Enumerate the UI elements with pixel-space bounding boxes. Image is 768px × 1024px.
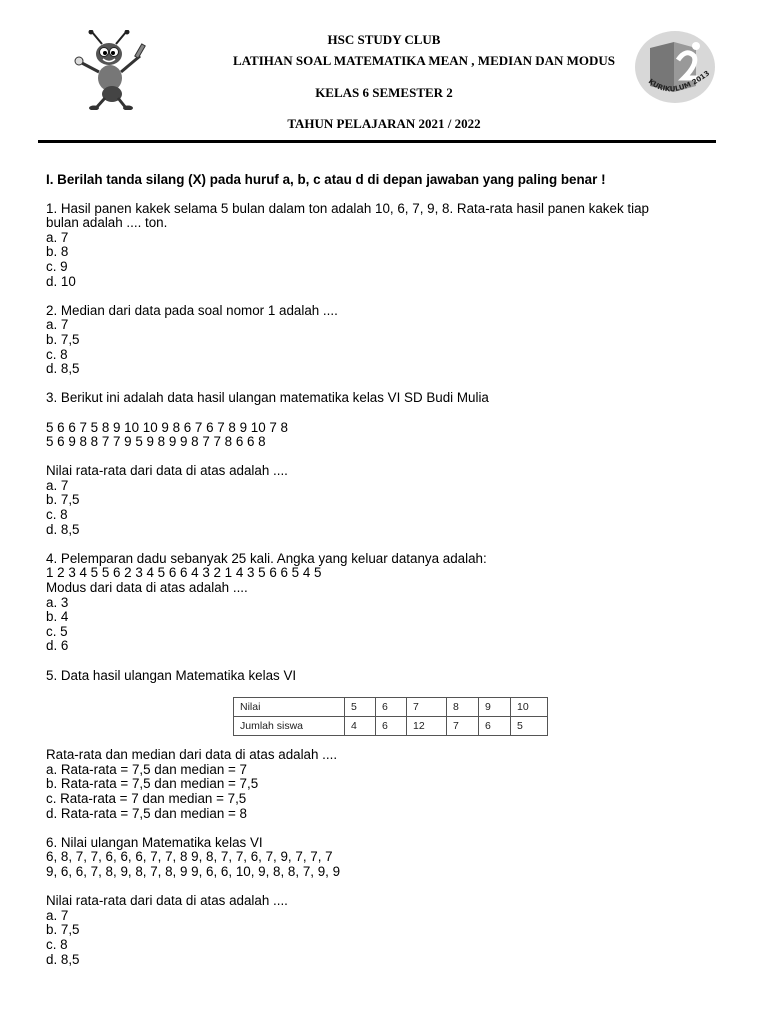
- data-line: 6, 8, 7, 7, 6, 6, 6, 7, 7, 8 9, 8, 7, 7, 6, 7, 9, 7, 7, 7: [46, 849, 333, 865]
- data-line: 1 2 3 4 5 5 6 2 3 4 5 6 6 4 3 2 1 4 3 5 6 6 5 4 5: [46, 565, 322, 581]
- table-cell: 6: [376, 698, 407, 717]
- table-row: [234, 698, 548, 717]
- option-d: d. Rata-rata = 7,5 dan median = 8: [46, 805, 247, 821]
- option-b: b. Rata-rata = 7,5 dan median = 7,5: [46, 776, 259, 792]
- option-c: c. 9: [46, 258, 68, 274]
- question-text: bulan adalah .... ton.: [46, 215, 168, 231]
- data-line: 9, 6, 6, 7, 8, 9, 8, 7, 8, 9 9, 6, 6, 10, 9, 8, 8, 7, 9, 9: [46, 863, 341, 879]
- table-cell: 8: [447, 698, 479, 717]
- question-sheet: [46, 173, 746, 982]
- option-c: c. 5: [46, 623, 68, 639]
- table-cell: 5: [511, 717, 548, 736]
- option-d: d. 8,5: [46, 951, 80, 967]
- question-6: [46, 836, 746, 967]
- option-d: d. 8,5: [46, 361, 80, 377]
- option-d: d. 6: [46, 638, 69, 654]
- table-cell: 4: [345, 717, 376, 736]
- option-a: a. 7: [46, 317, 69, 333]
- option-b: b. 8: [46, 244, 69, 260]
- option-c: c. 8: [46, 507, 68, 523]
- question-5: [46, 669, 746, 822]
- question-3: [46, 391, 746, 537]
- table-cell: 6: [479, 717, 511, 736]
- club-name: HSC STUDY CLUB: [327, 32, 441, 47]
- row-header: Jumlah siswa: [234, 717, 345, 736]
- question-1: [46, 202, 746, 290]
- option-a: a. 7: [46, 907, 69, 923]
- question-text: 1. Hasil panen kakek selama 5 bulan dalam ton adalah 10, 6, 7, 9, 8. Rata-rata hasil panen kakek tiap: [46, 200, 649, 216]
- option-a: a. 7: [46, 477, 69, 493]
- option-c: c. 8: [46, 346, 68, 362]
- logo-text: KURIKULUM 2013: [646, 69, 712, 94]
- class-semester: KELAS 6 SEMESTER 2: [315, 85, 453, 100]
- school-year: TAHUN PELAJARAN 2021 / 2022: [287, 116, 481, 131]
- option-c: c. 8: [46, 936, 68, 952]
- table-row: [234, 717, 548, 736]
- instruction: I. Berilah tanda silang (X) pada huruf a, b, c atau d di depan jawaban yang paling benar !: [46, 172, 606, 187]
- data-line: 5 6 6 7 5 8 9 10 10 9 8 6 7 6 7 8 9 10 7 8: [46, 419, 288, 435]
- question-text: 5. Data hasil ulangan Matematika kelas VI: [46, 667, 297, 683]
- option-c: c. Rata-rata = 7 dan median = 7,5: [46, 790, 247, 806]
- question-text: 3. Berikut ini adalah data hasil ulangan matematika kelas VI SD Budi Mulia: [46, 390, 489, 406]
- table-cell: 7: [447, 717, 479, 736]
- option-a: a. Rata-rata = 7,5 dan median = 7: [46, 761, 247, 777]
- question-prompt: Nilai rata-rata dari data di atas adalah ....: [46, 463, 288, 479]
- table-cell: 10: [511, 698, 548, 717]
- row-header: Nilai: [234, 698, 345, 717]
- option-d: d. 8,5: [46, 521, 80, 537]
- question-4: [46, 552, 746, 654]
- table-cell: 7: [407, 698, 447, 717]
- question-prompt: Rata-rata dan median dari data di atas adalah ....: [46, 747, 338, 763]
- table-cell: 9: [479, 698, 511, 717]
- data-line: 5 6 9 8 8 7 7 9 5 9 8 9 9 8 7 7 8 6 6 8: [46, 434, 266, 450]
- question-text: 4. Pelemparan dadu sebanyak 25 kali. Angka yang keluar datanya adalah:: [46, 550, 487, 566]
- option-b: b. 7,5: [46, 331, 80, 347]
- table-cell: 5: [345, 698, 376, 717]
- score-table: [233, 697, 548, 736]
- option-a: a. 3: [46, 594, 69, 610]
- option-d: d. 10: [46, 273, 76, 289]
- question-text: 2. Median dari data pada soal nomor 1 adalah ....: [46, 302, 338, 318]
- option-b: b. 7,5: [46, 922, 80, 938]
- question-prompt: Nilai rata-rata dari data di atas adalah ....: [46, 893, 288, 909]
- question-2: [46, 304, 746, 377]
- table-cell: 12: [407, 717, 447, 736]
- option-b: b. 7,5: [46, 492, 80, 508]
- table-cell: 6: [376, 717, 407, 736]
- question-text: 6. Nilai ulangan Matematika kelas VI: [46, 834, 263, 850]
- header-divider: [38, 140, 716, 143]
- page-title: LATIHAN SOAL MATEMATIKA MEAN , MEDIAN DAN MODUS: [232, 53, 616, 68]
- option-b: b. 4: [46, 609, 69, 625]
- option-a: a. 7: [46, 229, 69, 245]
- question-prompt: Modus dari data di atas adalah ....: [46, 580, 248, 596]
